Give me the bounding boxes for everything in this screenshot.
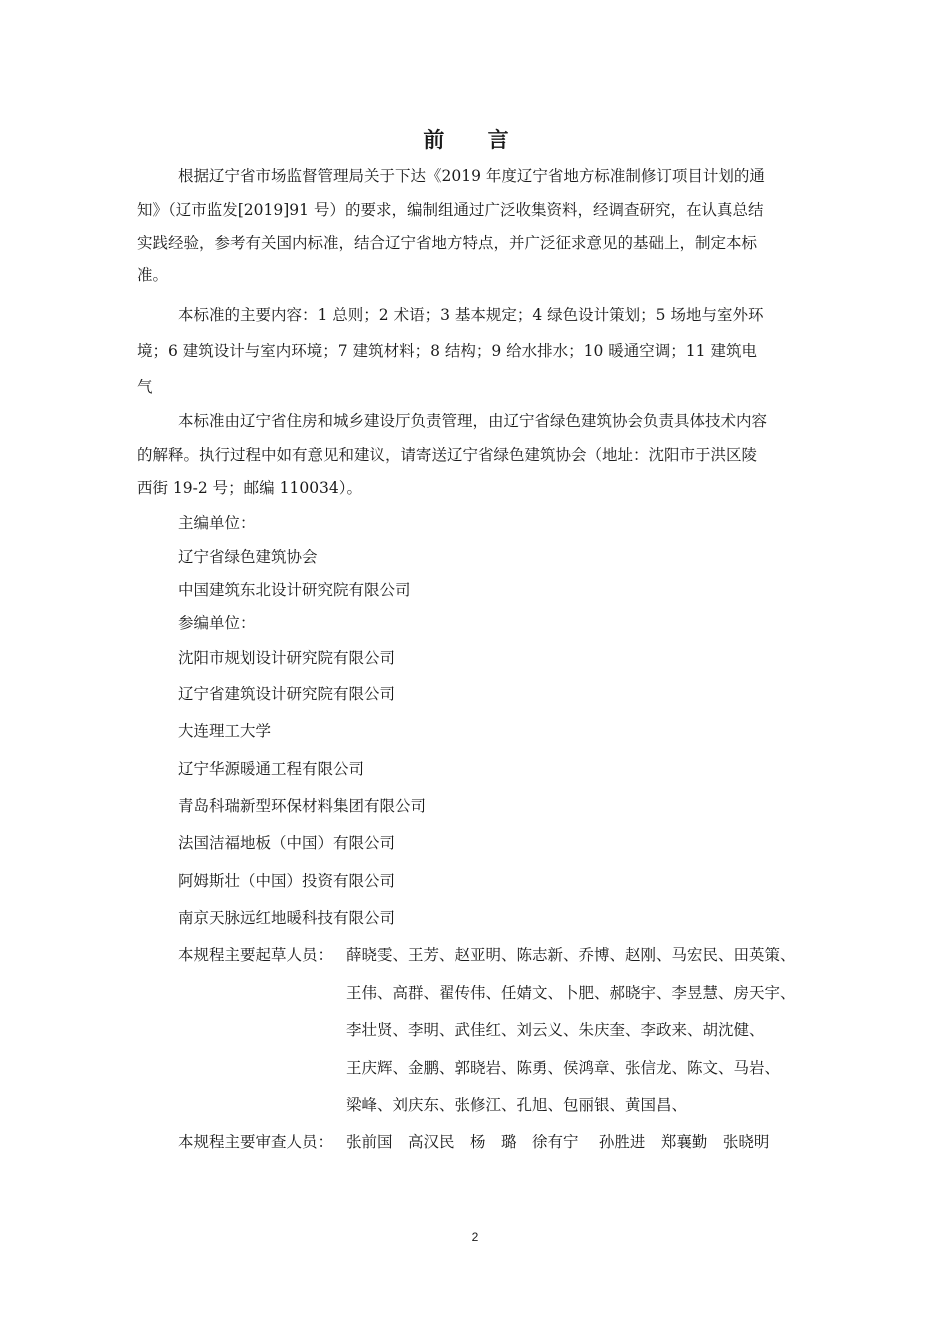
participating-unit: 青岛科瑞新型环保材料集团有限公司: [178, 797, 427, 815]
participating-unit: 大连理工大学: [178, 722, 272, 740]
participating-unit: 沈阳市规划设计研究院有限公司: [178, 649, 396, 667]
chief-units-label: 主编单位：: [178, 514, 256, 532]
drafters-line: 王伟、高群、翟传伟、任婧文、卜肥、郝晓宇、李昱慧、房天宇、: [346, 984, 796, 1002]
chief-unit: 辽宁省绿色建筑协会: [178, 548, 318, 566]
paragraph-line: 本标准由辽宁省住房和城乡建设厅负责管理，由辽宁省绿色建筑协会负责具体技术内容: [178, 412, 768, 430]
paragraph-line: 准。: [137, 266, 169, 284]
drafters-line: 王庆辉、金鹏、郭晓岩、陈勇、侯鸿章、张信龙、陈文、马岩、: [346, 1059, 781, 1077]
paragraph-line: 知》（辽市监发[2019]91 号）的要求，编制组通过广泛收集资料，经调查研究，在认真总结: [137, 201, 764, 219]
chief-unit: 中国建筑东北设计研究院有限公司: [178, 581, 411, 599]
participating-unit: 法国洁福地板（中国）有限公司: [178, 834, 396, 852]
participating-unit: 阿姆斯壮（中国）投资有限公司: [178, 872, 396, 890]
reviewers-list: 张前国 高汉民 杨 璐 徐有宁 孙胜进 郑襄勤 张晓明: [346, 1133, 770, 1151]
participating-unit: 辽宁华源暖通工程有限公司: [178, 760, 365, 778]
drafters-label: 本规程主要起草人员：: [178, 946, 334, 964]
participating-units-label: 参编单位：: [178, 614, 256, 632]
paragraph-line: 本标准的主要内容：1 总则；2 术语；3 基本规定；4 绿色设计策划；5 场地与室外环: [178, 306, 764, 324]
page-title: 前 言: [423, 128, 527, 152]
paragraph-line: 实践经验，参考有关国内标准，结合辽宁省地方特点，并广泛征求意见的基础上，制定本标: [137, 234, 758, 252]
drafters-line: 李壮贤、李明、武佳红、刘云义、朱庆奎、李政来、胡沈健、: [346, 1021, 765, 1039]
drafters-line: 薛晓雯、王芳、赵亚明、陈志新、乔博、赵刚、马宏民、田英策、: [346, 946, 796, 964]
paragraph-line: 境；6 建筑设计与室内环境；7 建筑材料；8 结构；9 给水排水；10 暖通空调；11 建筑电: [137, 342, 757, 360]
paragraph-line: 的解释。执行过程中如有意见和建议，请寄送辽宁省绿色建筑协会（地址：沈阳市于洪区陵: [137, 446, 758, 464]
paragraph-line: 气: [137, 378, 153, 396]
participating-unit: 南京天脉远红地暖科技有限公司: [178, 909, 396, 927]
reviewers-label: 本规程主要审查人员：: [178, 1133, 334, 1151]
paragraph-line: 根据辽宁省市场监督管理局关于下达《2019 年度辽宁省地方标准制修订项目计划的通: [178, 167, 765, 185]
page-number: 2: [471, 1230, 479, 1244]
participating-unit: 辽宁省建筑设计研究院有限公司: [178, 685, 396, 703]
drafters-line: 梁峰、刘庆东、张修江、孔旭、包丽银、黄国昌、: [346, 1096, 688, 1114]
paragraph-line: 西街 19-2 号；邮编 110034）。: [137, 479, 363, 497]
